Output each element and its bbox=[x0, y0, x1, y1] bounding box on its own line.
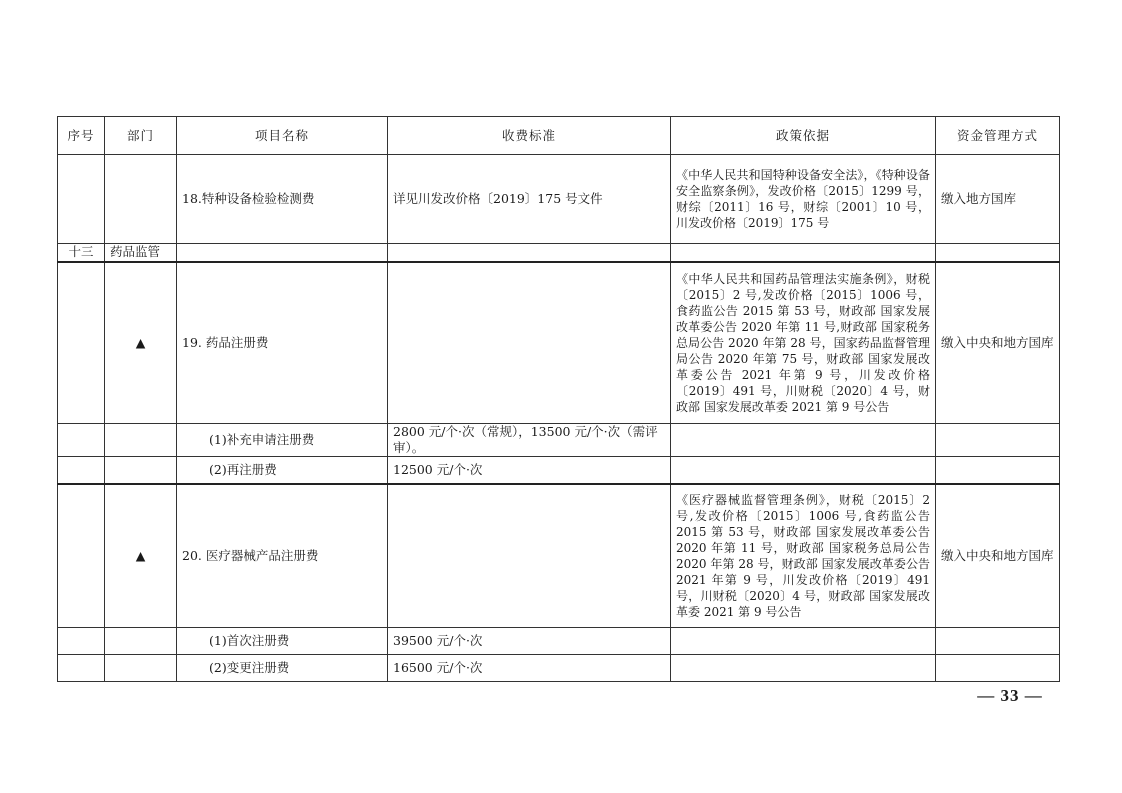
central-mark-icon: ▲ bbox=[105, 262, 177, 424]
table-row-19 bbox=[58, 262, 1060, 424]
section-row-13 bbox=[58, 244, 1060, 262]
table-row-19-2 bbox=[58, 457, 1060, 484]
item-name: 18.特种设备检验检测费 bbox=[177, 155, 388, 244]
cell-seq bbox=[58, 155, 105, 244]
fund-management: 缴入中央和地方国库 bbox=[936, 484, 1060, 628]
fee-standard bbox=[388, 262, 671, 424]
policy-basis: 《中华人民共和国特种设备安全法》，《特种设备安全监察条例》，发改价格〔2015〕1299 号，财综〔2011〕16 号，财综〔2001〕10 号，川发改价格〔2019〕175 号 bbox=[671, 155, 936, 244]
fee-standard: 39500 元/个·次 bbox=[388, 628, 671, 655]
item-name: 19. 药品注册费 bbox=[177, 262, 388, 424]
header-dept: 部门 bbox=[105, 117, 177, 155]
table-row-18 bbox=[58, 155, 1060, 244]
sub-item-name: (1)首次注册费 bbox=[177, 628, 388, 655]
policy-basis: 《医疗器械监督管理条例》，财税〔2015〕2 号,发改价格〔2015〕1006 号,食药监公告 2015 第 53 号，财政部 国家发展改革委公告 2020 年第 11 号，财政部 国家税务总局公告 2020 年第 28 号，财政部 国家发展改革委公告 2021 年第 9 号，川发改价格〔2019〕491 号，川财税〔2020〕4 号，财政部 国家发展改革委 2021 第 9 号公告 bbox=[671, 484, 936, 628]
header-standard: 收费标准 bbox=[388, 117, 671, 155]
page-number: — 33 — bbox=[977, 686, 1043, 705]
policy-basis: 《中华人民共和国药品管理法实施条例》，财税〔2015〕2 号,发改价格〔2015〕1006 号，食药监公告 2015 第 53 号，财政部 国家发展改革委公告 2020 年第 11 号,财政部 国家税务总局公告 2020 年第 28 号，国家药品监督管理局公告 2020 年第 75 号，财政部 国家发展改革委公告 2021 年第 9 号，川发改价格〔2019〕491 号，川财税〔2020〕4 号，财政部 国家发展改革委 2021 第 9 号公告 bbox=[671, 262, 936, 424]
header-seq: 序号 bbox=[58, 117, 105, 155]
fee-standard: 详见川发改价格〔2019〕175 号文件 bbox=[388, 155, 671, 244]
central-mark-icon: ▲ bbox=[105, 484, 177, 628]
table-row-19-1 bbox=[58, 424, 1060, 457]
fee-standard: 12500 元/个·次 bbox=[388, 457, 671, 484]
table-row-20 bbox=[58, 484, 1060, 628]
fee-standard: 2800 元/个·次（常规），13500 元/个·次（需评审）。 bbox=[388, 424, 671, 457]
table-row-20-1 bbox=[58, 628, 1060, 655]
fee-standard: 16500 元/个·次 bbox=[388, 655, 671, 682]
sub-item-name: (2)变更注册费 bbox=[177, 655, 388, 682]
header-fund: 资金管理方式 bbox=[936, 117, 1060, 155]
fee-standard bbox=[388, 484, 671, 628]
sub-item-name: (2)再注册费 bbox=[177, 457, 388, 484]
fund-management: 缴入地方国库 bbox=[936, 155, 1060, 244]
section-dept: 药品监管 bbox=[105, 244, 177, 262]
header-policy: 政策依据 bbox=[671, 117, 936, 155]
cell-dept bbox=[105, 155, 177, 244]
header-row bbox=[58, 117, 1060, 155]
fund-management: 缴入中央和地方国库 bbox=[936, 262, 1060, 424]
section-seq: 十三 bbox=[58, 244, 105, 262]
sub-item-name: (1)补充申请注册费 bbox=[177, 424, 388, 457]
item-name: 20. 医疗器械产品注册费 bbox=[177, 484, 388, 628]
header-item: 项目名称 bbox=[177, 117, 388, 155]
table-row-20-2 bbox=[58, 655, 1060, 682]
fee-table bbox=[57, 116, 1060, 682]
